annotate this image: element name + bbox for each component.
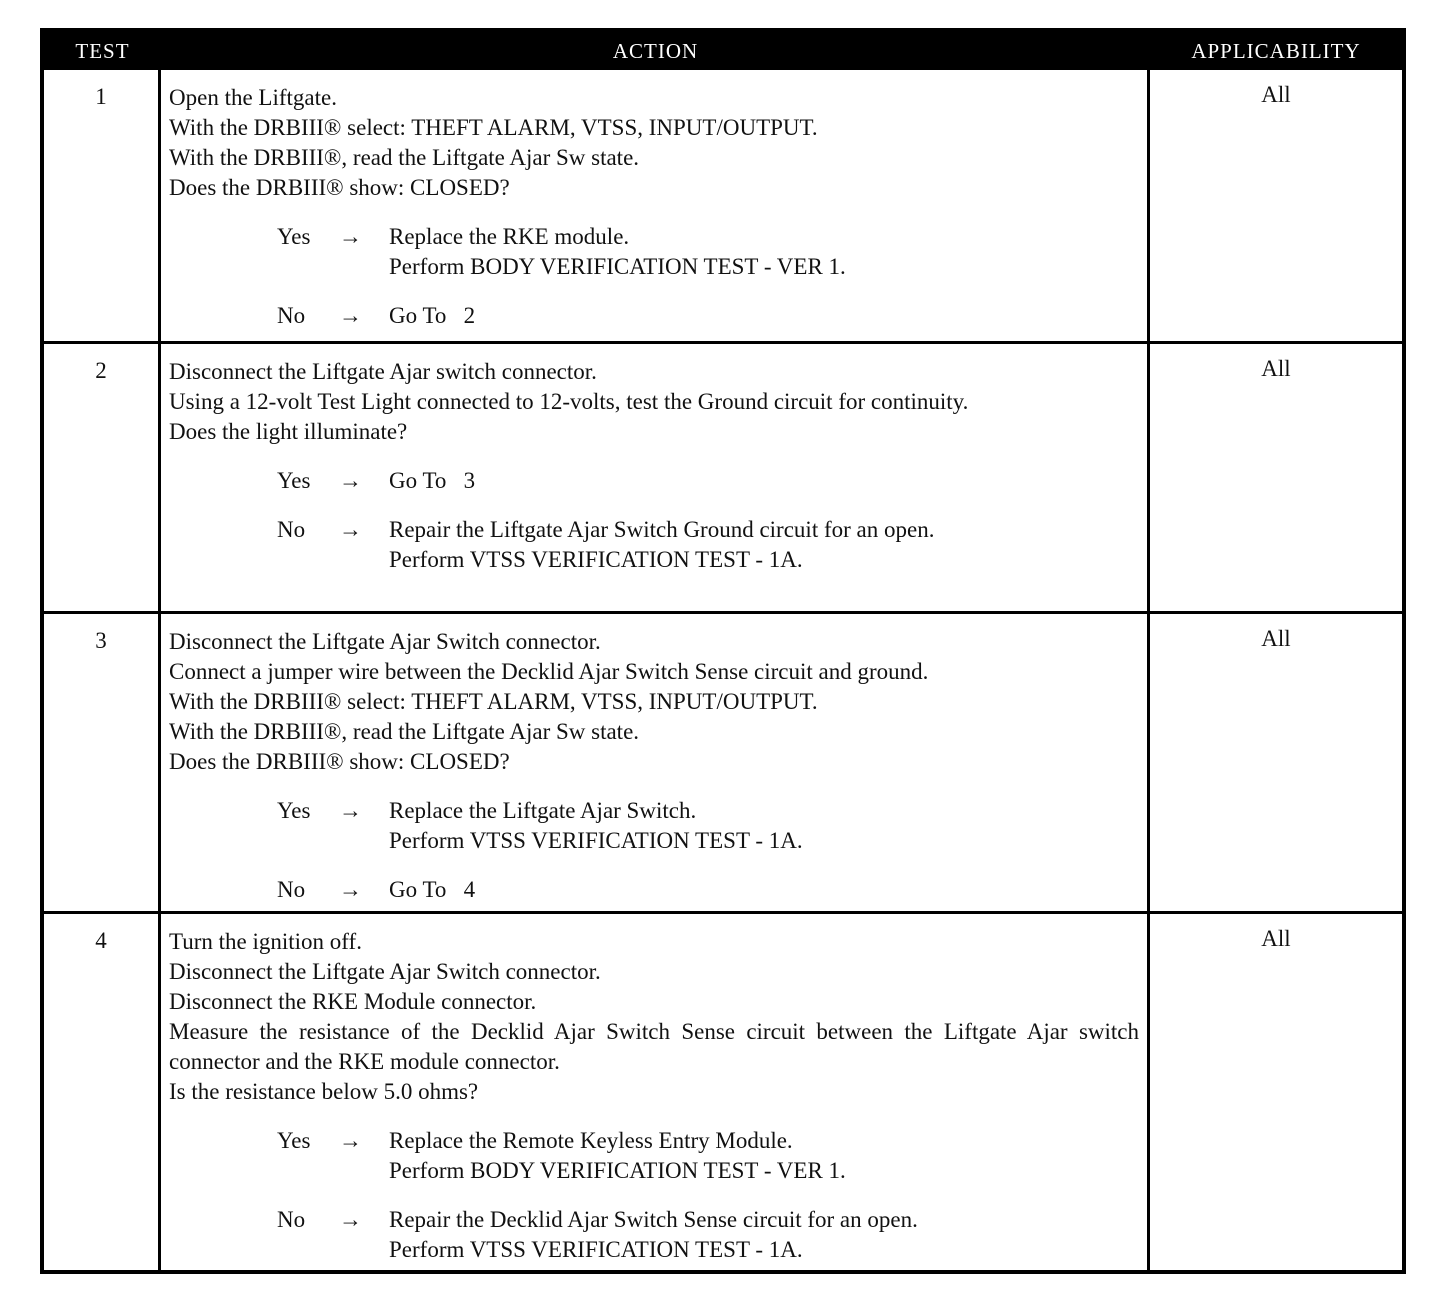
table-row [44,911,1402,1271]
test-number: 2 [44,344,161,611]
outcome-no [169,1205,1139,1265]
outcome-no [169,875,1139,905]
action-step: With the DRBIII®, read the Liftgate Ajar Sw state. [169,145,640,170]
action-step: Does the light illuminate? [169,419,408,444]
outcomes [169,222,1139,331]
arrow-right-icon: → [339,224,362,249]
outcome-label: Yes [277,798,311,823]
action-step: Connect a jumper wire between the Decklid Ajar Switch Sense circuit and ground. [169,659,929,684]
action-step: Does the DRBIII® show: CLOSED? [169,175,510,200]
outcome-text [389,466,475,496]
action-step: Disconnect the RKE Module connector. [169,989,537,1014]
outcome-line: Perform VTSS VERIFICATION TEST - 1A. [389,828,803,853]
outcome-line: Perform BODY VERIFICATION TEST - VER 1. [389,254,846,279]
outcomes [169,1126,1139,1265]
table-row [44,341,1402,611]
action-step: Open the Liftgate. [169,85,337,110]
arrow-right-icon: → [339,468,362,493]
arrow-right-icon: → [339,1207,362,1232]
outcome-line: Repair the Liftgate Ajar Switch Ground circuit for an open. [389,517,935,542]
outcome-yes [169,222,1139,282]
outcome-line: Replace the Liftgate Ajar Switch. [389,798,697,823]
outcome-line: Perform VTSS VERIFICATION TEST - 1A. [389,547,803,572]
applicability-value: All [1261,356,1291,381]
outcome-no [169,515,1139,575]
outcome-line: Perform VTSS VERIFICATION TEST - 1A. [389,1237,803,1262]
table-body [44,70,1402,1271]
applicability-value: All [1261,926,1291,951]
action-step: With the DRBIII® select: THEFT ALARM, VTSS, INPUT/OUTPUT. [169,115,818,140]
arrow-right-icon: → [339,798,362,823]
test-number: 1 [44,70,161,341]
action-step: With the DRBIII®, read the Liftgate Ajar Sw state. [169,719,640,744]
outcome-text [389,1205,918,1265]
arrow-right-icon: → [339,877,362,902]
outcome-line: Go To 3 [389,468,476,493]
arrow-right-icon: → [339,303,362,328]
outcome-text [389,222,846,282]
outcome-text [389,875,475,905]
action-cell [161,914,1150,1271]
table-row [44,611,1402,911]
outcome-text [389,301,475,331]
outcome-line: Repair the Decklid Ajar Switch Sense circuit for an open. [389,1207,918,1232]
outcome-yes [169,466,1139,496]
applicability-value: All [1261,626,1291,651]
table-header [44,32,1402,70]
diagnostic-test-table [40,28,1406,1274]
action-step: Disconnect the Liftgate Ajar Switch connector. [169,629,601,654]
header-action: ACTION [612,38,699,63]
outcome-text [389,1126,846,1186]
action-step: Measure the resistance of the Decklid Ajar Switch Sense circuit between the Liftgate Ajar switch connector and the RKE module connector. [169,1019,1139,1074]
outcome-line: Perform BODY VERIFICATION TEST - VER 1. [389,1158,846,1183]
outcomes [169,466,1139,575]
outcomes [169,796,1139,905]
outcome-no [169,301,1139,331]
action-cell [161,70,1150,341]
action-step: Is the resistance below 5.0 ohms? [169,1079,479,1104]
action-step: Turn the ignition off. [169,929,362,954]
outcome-line: Go To 4 [389,877,476,902]
arrow-right-icon: → [339,1128,362,1153]
outcome-line: Go To 2 [389,303,476,328]
outcome-yes [169,1126,1139,1186]
test-number: 3 [44,614,161,911]
header-test: TEST [75,38,130,63]
outcome-label: No [277,303,306,328]
action-step: Does the DRBIII® show: CLOSED? [169,749,510,774]
outcome-yes [169,796,1139,856]
outcome-line: Replace the Remote Keyless Entry Module. [389,1128,793,1153]
outcome-text [389,796,803,856]
outcome-label: No [277,517,306,542]
action-cell [161,344,1150,611]
applicability-value: All [1261,82,1291,107]
outcome-label: No [277,1207,306,1232]
outcome-line: Replace the RKE module. [389,224,630,249]
table-row [44,70,1402,341]
outcome-label: Yes [277,468,311,493]
action-step: Using a 12-volt Test Light connected to 12-volts, test the Ground circuit for continuity. [169,389,969,414]
outcome-label: Yes [277,1128,311,1153]
header-applicability: APPLICABILITY [1191,38,1361,63]
action-step: With the DRBIII® select: THEFT ALARM, VTSS, INPUT/OUTPUT. [169,689,818,714]
action-step: Disconnect the Liftgate Ajar Switch connector. [169,959,601,984]
arrow-right-icon: → [339,517,362,542]
action-step: Disconnect the Liftgate Ajar switch connector. [169,359,597,384]
outcome-text [389,515,934,575]
action-cell [161,614,1150,911]
outcome-label: No [277,877,306,902]
test-number: 4 [44,914,161,1271]
outcome-label: Yes [277,224,311,249]
